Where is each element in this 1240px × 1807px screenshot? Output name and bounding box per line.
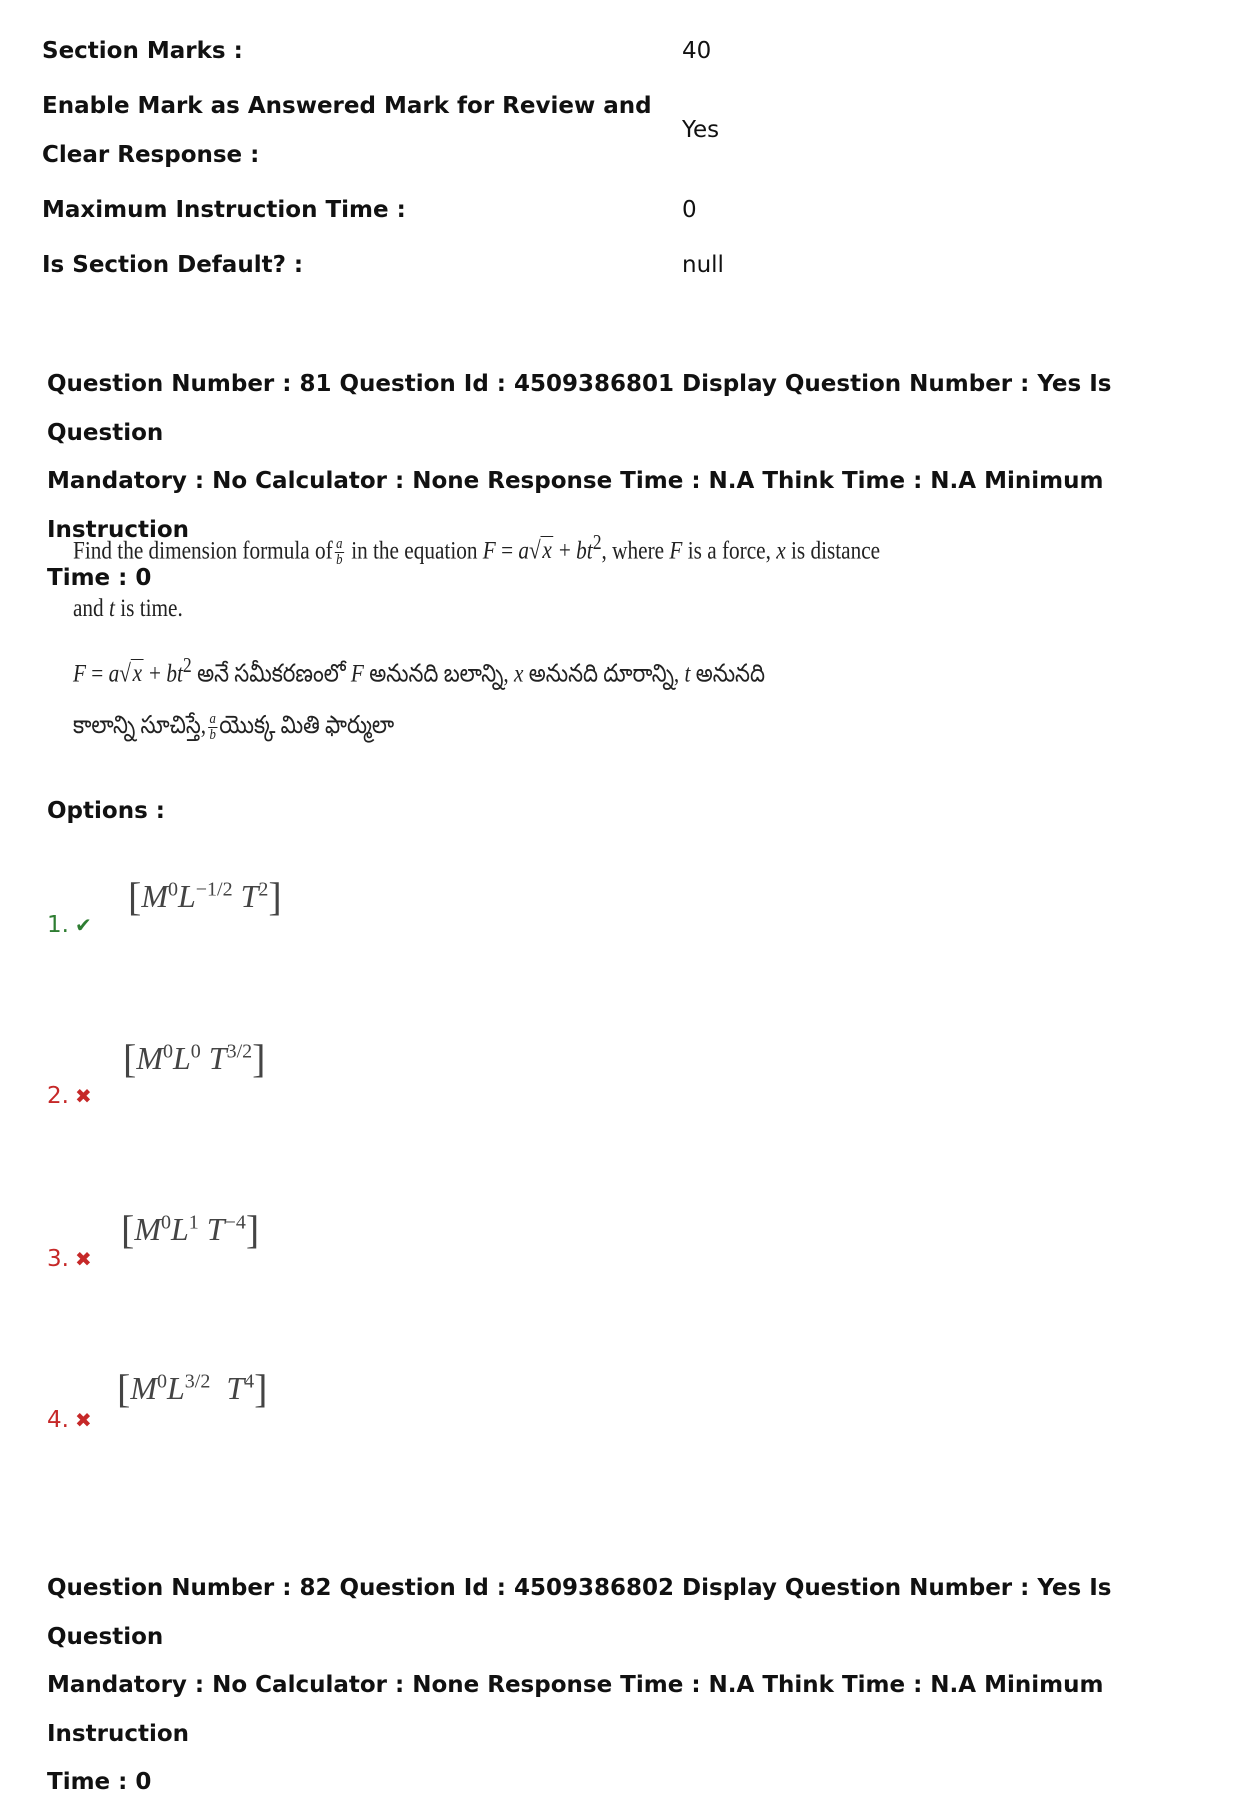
question-text-telugu-line2: కాలాన్ని సూచిస్తే, $\frac{a}{b}$ యొక్క మితి ఫార్ములా [73,711,395,743]
option-4-formula: [$M^0L^{3/2}$ $T^4$] [117,1366,268,1411]
option-1-formula: [$M^0L^{-1/2}$ $T^2$] [128,874,282,919]
enable-mark-label-line1: Enable Mark as Answered Mark for Review and [42,93,652,119]
option-4-number: 4. ✖ [47,1407,92,1433]
options-label: Options : [47,798,165,824]
question-82-header [47,1564,1217,1807]
enable-mark-value: Yes [682,117,720,143]
option-3-formula: [$M^0L^1$ $T^{-4}$] [121,1207,260,1252]
question-text-telugu-line1: $F = a√x + bt^2$ అనే సమీకరణంలో F అనునది బలాన్ని, x అనునది దూరాన్ని, t అనునది [73,653,765,688]
question-81-header-line1: Question Number : 81 Question Id : 4509386801 Display Question Number : Yes Is Question [47,371,1112,446]
cross-icon: ✖ [74,1084,92,1108]
option-3-number: 3. ✖ [47,1246,92,1272]
question-text-english-line1: Find the dimension formula of $\frac{a}{b}$ in the equation $F = a√x + bt^2$, where F is a force, x is distance [73,530,881,569]
question-81-header-line3: Time : 0 [47,565,152,591]
check-icon: ✔ [74,913,92,937]
max-instruction-time-value: 0 [682,197,697,223]
question-82-header-line3: Time : 0 [47,1769,152,1795]
cross-icon: ✖ [74,1247,92,1271]
option-1-number: 1. ✔ [47,912,92,938]
section-default-value: null [682,252,724,278]
fraction-a-over-b: $\frac{a}{b}$ [336,536,343,569]
cross-icon: ✖ [74,1408,92,1432]
enable-mark-label-line2: Clear Response : [42,142,260,168]
max-instruction-time-label: Maximum Instruction Time : [42,197,406,223]
option-2-number: 2. ✖ [47,1083,92,1109]
question-82-header-line1: Question Number : 82 Question Id : 4509386802 Display Question Number : Yes Is Question [47,1575,1112,1650]
section-marks-value: 40 [682,38,712,64]
option-2-formula: [$M^0L^0$ $T^{3/2}$] [123,1036,266,1081]
question-82-header-line2: Mandatory : No Calculator : None Response Time : N.A Think Time : N.A Minimum Instruction [47,1672,1104,1747]
section-marks-label: Section Marks : [42,38,243,64]
question-81-header-line2: Mandatory : No Calculator : None Response Time : N.A Think Time : N.A Minimum Instruction [47,468,1104,543]
question-text-english-line2: and t is time. [73,595,183,622]
section-default-label: Is Section Default? : [42,252,304,278]
fraction-a-over-b-telugu: $\frac{a}{b}$ [209,711,216,743]
